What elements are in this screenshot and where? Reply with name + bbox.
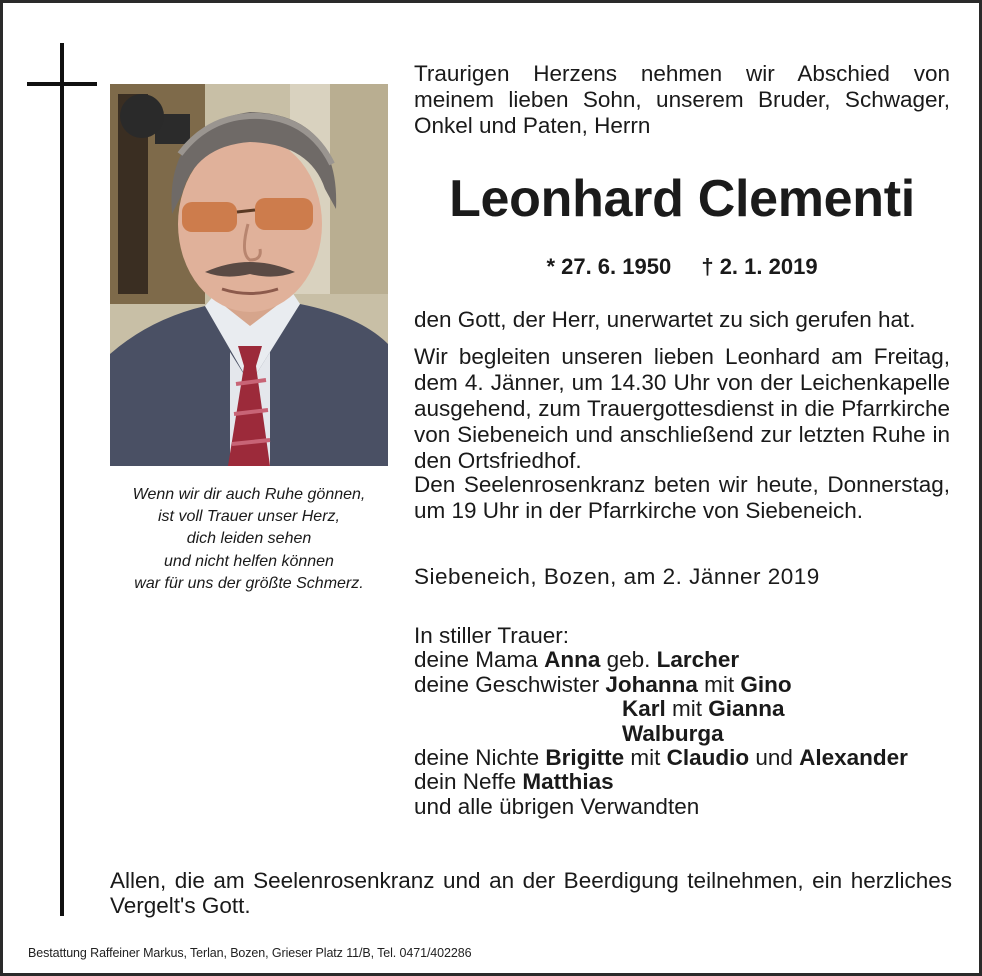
mourner-name: Larcher [656, 647, 740, 673]
mourner-row-mother [414, 648, 954, 672]
mourner-relation: deine Mama [414, 647, 545, 673]
mourner-name: Matthias [522, 769, 614, 795]
deceased-name: Leonhard Clementi [449, 170, 915, 228]
mourner-relation: deine Geschwister [414, 671, 606, 697]
mourner-relation: deine Nichte [414, 745, 546, 771]
mourner-row-others: und alle übrigen Verwandten [414, 793, 700, 819]
mourner-name: Brigitte [545, 745, 625, 771]
mourners-heading: In stiller Trauer: [414, 623, 570, 648]
place-date: Siebeneich, Bozen, am 2. Jänner 2019 [414, 564, 820, 589]
mourner-row-sibling [414, 722, 954, 746]
intro-line: meinem lieben Sohn, unserem Bruder, Schwager, [414, 87, 950, 112]
mourner-row-sibling [414, 697, 954, 721]
mourner-row-siblings [414, 673, 954, 697]
poem-line: war für uns der größte Schmerz. [134, 574, 364, 592]
called-text: den Gott, der Herr, unerwartet zu sich gerufen hat. [414, 307, 916, 332]
death-date: † 2. 1. 2019 [701, 254, 818, 279]
intro-line: Traurigen Herzens nehmen wir Abschied von [414, 61, 950, 86]
mourner-name: Alexander [799, 745, 908, 771]
poem-line: und nicht helfen können [164, 552, 334, 570]
mourner-connector: und [749, 745, 800, 771]
mourner-name: Gino [740, 671, 792, 697]
mourner-row-niece [414, 746, 954, 770]
mourner-name: Karl [622, 696, 666, 722]
cross-beam [27, 82, 97, 86]
funeral-text: Wir begleiten unseren lieben Leonhard am Freitag, dem 4. Jänner, um 14.30 Uhr von der Leichenkapelle ausgehend, zum Trauergottesdienst in die Pfarrkirche von Siebeneich und anschließend zur letzten Ruhe in den Ortsfriedhof. [414, 344, 950, 473]
life-dates [414, 254, 950, 280]
mourner-row-nephew [414, 770, 954, 794]
poem-line: ist voll Trauer unser Herz, [158, 508, 340, 526]
cross-icon [60, 43, 64, 916]
portrait-photo [110, 84, 388, 466]
funeral-home-footer: Bestattung Raffeiner Markus, Terlan, Bozen, Grieser Platz 11/B, Tel. 0471/402286 [28, 946, 472, 960]
rosary-text: Den Seelenrosenkranz beten wir heute, Donnerstag, um 19 Uhr in der Pfarrkirche von Siebeneich. [414, 472, 950, 523]
birth-date: * 27. 6. 1950 [546, 254, 672, 279]
mourner-name: Claudio [666, 745, 750, 771]
mourner-name: Johanna [605, 671, 698, 697]
mourners-list [414, 624, 954, 819]
mourner-connector: geb. [600, 647, 657, 673]
poem-line: dich leiden sehen [186, 530, 312, 548]
memorial-poem [103, 484, 395, 595]
mourner-name: Gianna [708, 696, 785, 722]
intro-line: Onkel und Paten, Herrn [414, 113, 651, 138]
poem-line: Wenn wir dir auch Ruhe gönnen, [132, 486, 366, 503]
intro-text [414, 61, 950, 139]
mourner-connector: mit [697, 671, 741, 697]
thanks-text: Allen, die am Seelenrosenkranz und an der Beerdigung teilnehmen, ein herzliches Vergelt's Gott. [110, 868, 952, 918]
mourner-relation: dein Neffe [414, 769, 523, 795]
mourner-name: Walburga [622, 720, 724, 746]
mourner-connector: mit [624, 745, 667, 771]
mourner-connector: mit [665, 696, 709, 722]
mourner-name: Anna [544, 647, 601, 673]
